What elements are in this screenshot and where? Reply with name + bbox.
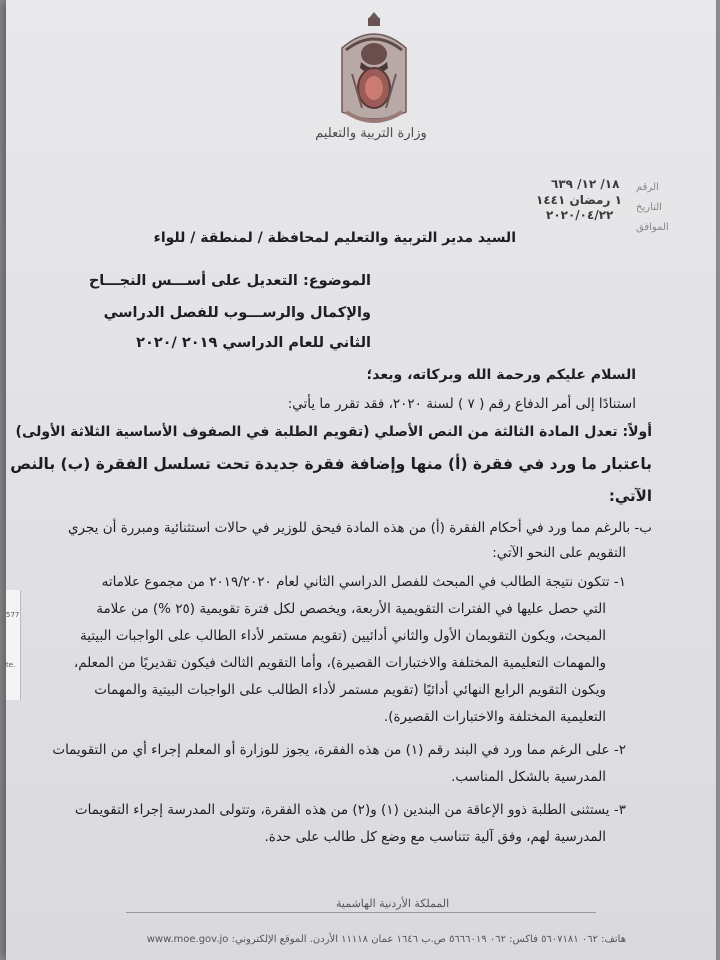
adjacent-paper-edge <box>6 590 21 700</box>
subject-line-2: والإكمال والرســـوب للفصل الدراسي <box>103 305 371 321</box>
greeting: السلام عليكم ورحمة الله وبركاته، وبعد؛ <box>366 367 636 383</box>
ref-number: ١٨/ ١٢/ ٦٣٩ <box>551 177 620 191</box>
addressee: السيد مدير التربية والتعليم لمحافظة / لمنطقة / للواء <box>153 230 516 246</box>
intro: استنادًا إلى أمر الدفاع رقم ( ٧ ) لسنة ٢٠٢٠، فقد تقرر ما يأتي: <box>287 396 636 412</box>
item-3-line-1: ٣- يستثنى الطلبة ذوو الإعاقة من البندين (١) و(٢) من هذه الفقرة، وتتولى المدرسة إجراء التقويمات <box>74 802 626 818</box>
ministry-name: وزارة التربية والتعليم <box>315 126 427 141</box>
item-2-line-1: ٢- على الرغم مما ورد في البند رقم (١) من هذه الفقرة، يجوز للوزارة أو المعلم إجراء أي من التقويمات <box>52 742 626 758</box>
item-2-line-2: المدرسية بالشكل المناسب. <box>451 769 606 785</box>
date-hijri: ١ رمضان ١٤٤١ <box>536 193 622 207</box>
para-b-line-1: ب- بالرغم مما ورد في أحكام الفقرة (أ) من هذه المادة فيحق للوزير في حالات استثنائية ومبررة أن يجري <box>67 520 652 536</box>
item-1-line-4: والمهمات التعليمية المختلفة والاختبارات القصيرة)، وأما التقويم الثالث فيكون تقديريًا من المعلم، <box>73 655 606 671</box>
clause-one-line-3: الآتي: <box>608 487 652 505</box>
footer-contact: هاتف: ٠٦٢ ٥٦٠٧١٨١ فاكس: ٠٦٢ ٥٦٦٦٠١٩ ص.ب ١٦٤٦ عمان ١١١١٨ الأردن. الموقع الإلكتروني: www.moe.gov.jo <box>146 934 626 945</box>
clause-one-line-2: باعتبار ما ورد في فقرة (أ) منها وإضافة فقرة جديدة تحت تسلسل الفقرة (ب) بالنص <box>10 455 652 473</box>
edge-scrap-bottom: te. <box>6 661 16 669</box>
date-gregorian: ٢٠٢٠/٠٤/٢٢ <box>546 208 614 222</box>
para-b-line-2: التقويم على النحو الآتي: <box>492 545 626 561</box>
footer-divider <box>126 912 596 913</box>
item-1-line-5: ويكون التقويم الرابع النهائي أدائيًا (تقويم مستمر لأداء الطالب على الواجبات البيتية والمهمات <box>94 682 606 698</box>
letter-sheet <box>6 0 716 960</box>
royal-crest-icon <box>328 8 420 133</box>
corresponds-label: الموافق <box>636 222 669 233</box>
subject-line-1: الموضوع: التعديل على أســـس النجـــاح <box>88 273 371 289</box>
edge-scrap-top: 577 <box>6 611 20 619</box>
item-3-line-2: المدرسية لهم، وفق آلية تتناسب مع وضع كل طالب على حدة. <box>264 829 606 845</box>
item-1-line-3: المبحث، ويكون التقويمان الأول والثاني أدائيين (تقويم مستمر لأداء الطالب على الواجبات البيتية <box>80 628 606 644</box>
ref-label: الرقم <box>636 182 659 193</box>
subject-line-3: الثاني للعام الدراسي ٢٠١٩ /٢٠٢٠ <box>136 335 371 351</box>
clause-one-line-1: أولاً: تعدل المادة الثالثة من النص الأصلي (تقويم الطلبة في الصفوف الأساسية الثلاثة الأولى) <box>15 424 652 440</box>
item-1-line-6: التعليمية المختلفة والاختبارات القصيرة). <box>383 709 606 725</box>
item-1-line-1: ١- تتكون نتيجة الطالب في المبحث للفصل الدراسي الثاني لعام ٢٠١٩/٢٠٢٠ من مجموع علاماته <box>101 574 626 590</box>
item-1-line-2: التي حصل عليها في الفترات التقويمية الأربعة، ويخصص لكل فترة تقويمية (٢٥ %) من علامة <box>96 601 606 617</box>
date-label: التاريخ <box>636 202 662 213</box>
footer-kingdom: المملكة الأردنية الهاشمية <box>336 897 450 910</box>
